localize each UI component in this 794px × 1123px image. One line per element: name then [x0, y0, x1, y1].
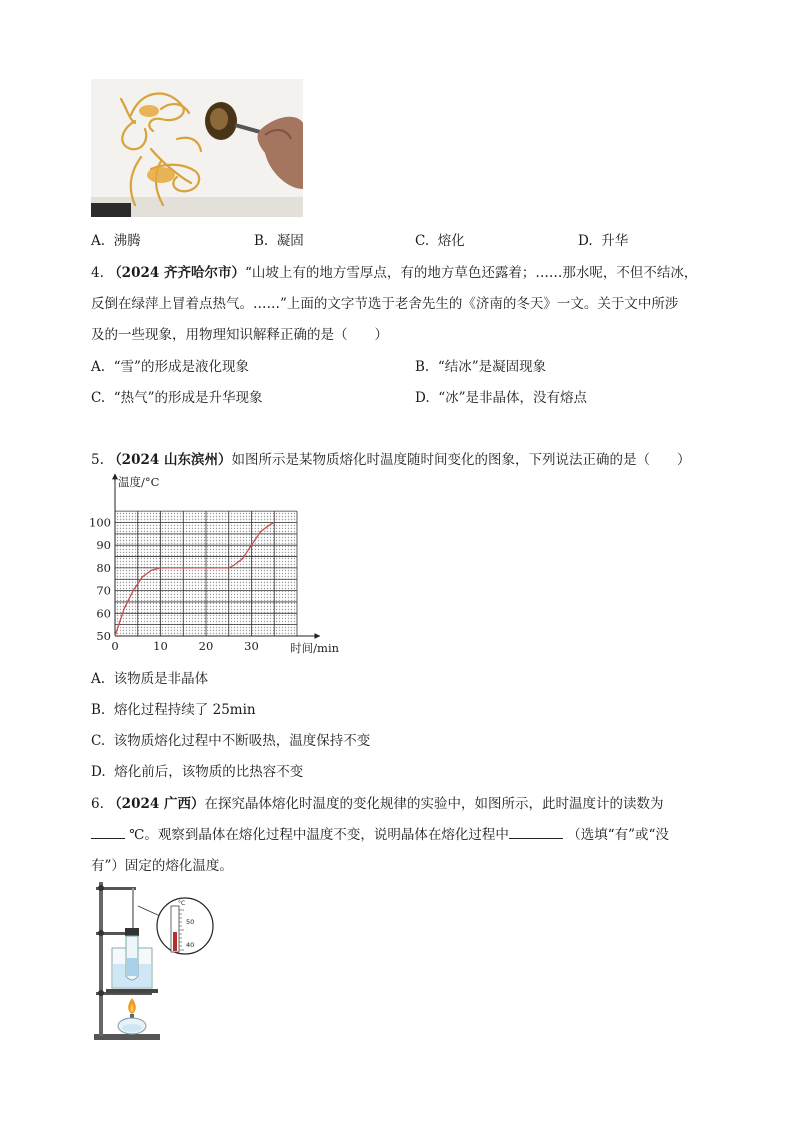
q4-option-a[interactable]: A. “雪”的形成是液化现象 — [91, 359, 249, 375]
melting-experiment-apparatus — [88, 876, 218, 1044]
q4-stem-line2: 反倒在绿萍上冒着点热气。……”上面的文字节选于老舍先生的《济南的冬天》一文。关于文中所涉 — [91, 296, 679, 312]
stand-rod — [99, 882, 103, 1036]
chart-y-tick-label: 100 — [89, 515, 111, 530]
q4-stem-line3: 及的一些现象，用物理知识解释正确的是（ ） — [91, 327, 388, 343]
q5-option-b[interactable]: B. 熔化过程持续了 25min — [91, 702, 256, 718]
q4-option-d[interactable]: D. “冰”是非晶体，没有熔点 — [415, 390, 588, 406]
chart-y-tick-label: 80 — [96, 560, 111, 575]
chart-x-tick-label: 20 — [198, 639, 214, 653]
chart-y-tick-label: 60 — [96, 606, 111, 621]
q3-option-a[interactable]: A. 沸腾 — [91, 233, 141, 249]
thermometer-label-top: 50 — [186, 918, 195, 926]
q6-source: （2024 广西） — [108, 796, 205, 812]
thermometer-label-bottom: 40 — [186, 941, 195, 949]
thermometer-liquid — [173, 932, 177, 951]
chart-x-tick-label: 30 — [244, 639, 259, 653]
chart-y-tick-label: 70 — [96, 583, 111, 598]
q5-source: （2024 山东滨州） — [108, 452, 232, 468]
q3-option-b[interactable]: B. 凝固 — [254, 233, 304, 249]
q3-option-c[interactable]: C. 熔化 — [415, 233, 465, 249]
q4-stem-line1: 4. （2024 齐齐哈尔市）“山坡上有的地方雪厚点，有的地方草色还露着；……那水呢，不但不结冰， — [91, 265, 698, 281]
q5-option-c[interactable]: C. 该物质熔化过程中不断吸热，温度保持不变 — [91, 733, 371, 749]
chart-y-tick-label: 50 — [96, 629, 111, 643]
q4-source: （2024 齐齐哈尔市） — [108, 265, 245, 281]
chart-y-axis-label: 温度/°C — [118, 475, 160, 489]
chart-x-axis-label: 时间/min — [290, 641, 340, 655]
chart-x-tick-label: 10 — [153, 639, 168, 653]
q6-stem-line2: ℃。观察到晶体在熔化过程中温度不变，说明晶体在熔化过程中 （选填“有”或“没 — [91, 823, 669, 843]
stand-base — [94, 1034, 160, 1040]
q6-blank-2[interactable] — [509, 824, 563, 839]
temperature-time-chart — [86, 470, 356, 660]
q5-option-a[interactable]: A. 该物质是非晶体 — [91, 671, 209, 687]
q6-stem-line1: 6. （2024 广西）在探究晶体熔化时温度的变化规律的实验中，如图所示，此时温度计的读数为 — [91, 796, 664, 812]
q4-option-b[interactable]: B. “结冰”是凝固现象 — [415, 359, 547, 375]
thermometer-unit: °C — [178, 900, 186, 907]
sugar-painting-illustration — [91, 79, 303, 217]
q5-option-d[interactable]: D. 熔化前后，该物质的比热容不变 — [91, 764, 304, 780]
q5-stem: 5. （2024 山东滨州）如图所示是某物质熔化时温度随时间变化的图象，下列说法正确的是（ ） — [91, 452, 691, 468]
chart-y-tick-label: 90 — [96, 538, 111, 553]
sugar-painting-photo — [91, 79, 303, 217]
q6-stem-line3: 有”）固定的熔化温度。 — [91, 858, 233, 874]
q6-blank-1[interactable] — [91, 824, 125, 839]
q4-option-c[interactable]: C. “热气”的形成是升华现象 — [91, 390, 263, 406]
chart-x-tick-label: 0 — [111, 639, 119, 653]
q3-option-d[interactable]: D. 升华 — [578, 233, 629, 249]
